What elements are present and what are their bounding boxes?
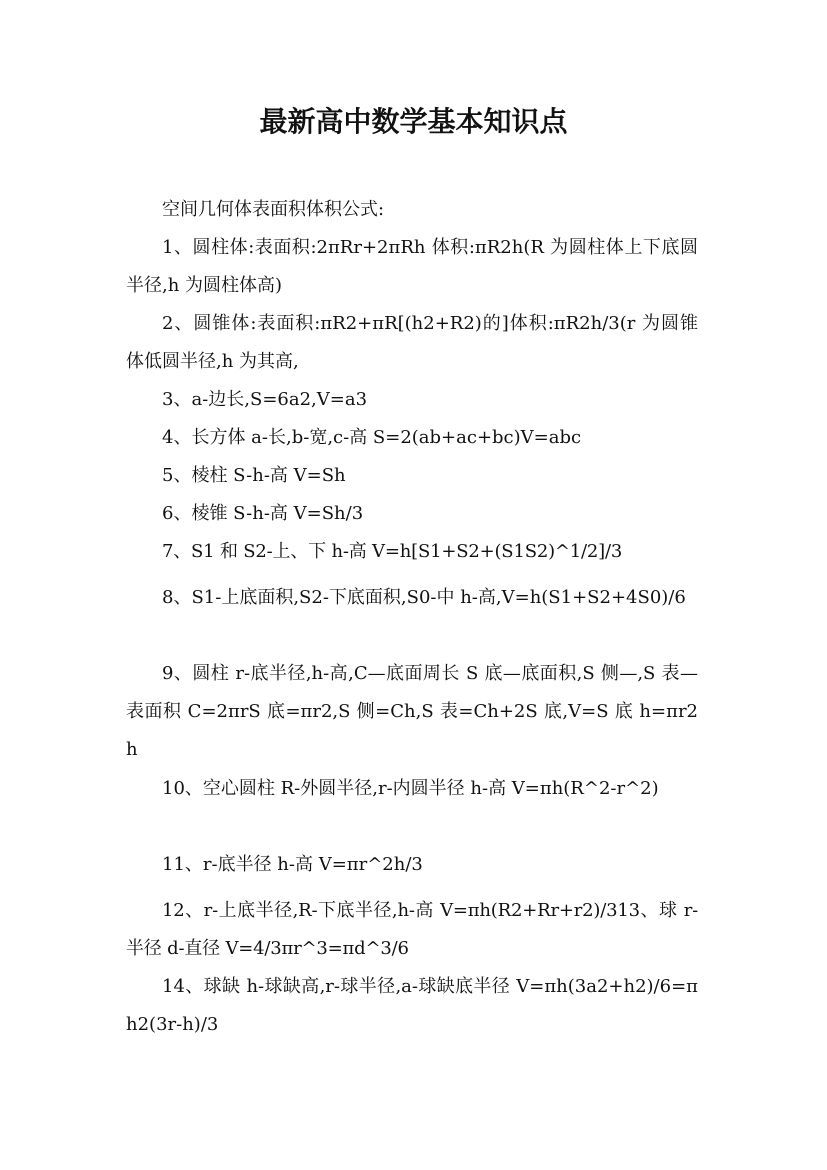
paragraph-prism: 5、棱柱 S-h-高 V=Sh — [162, 465, 346, 486]
paragraph-cone-volume: 11、r-底半径 h-高 V=πr^2h/3 — [162, 854, 423, 875]
paragraph-cube: 3、a-边长,S=6a2,V=a3 — [162, 389, 368, 410]
paragraph-spherical-cap: 14、球缺 h-球缺高,r-球半径,a-球缺底半径 V=πh(3a2+h2)/6=πh2(3r-h)/3 — [126, 976, 698, 1035]
paragraph-cylinder: 1、圆柱体:表面积:2πRr+2πRh 体积:πR2h(R 为圆柱体上下底圆半径,h 为圆柱体高) — [126, 237, 698, 296]
paragraph-cylinder-detail: 9、圆柱 r-底半径,h-高,C—底面周长 S 底—底面积,S 侧—,S 表—表面积 C=2πrS 底=πr2,S 侧=Ch,S 表=Ch+2S 底,V=S 底 h=πr2h — [126, 663, 698, 760]
paragraph-frustum: 7、S1 和 S2-上、下 h-高 V=h[S1+S2+(S1S2)^1/2]/3 — [162, 541, 623, 562]
paragraph-prismatoid: 8、S1-上底面积,S2-下底面积,S0-中 h-高,V=h(S1+S2+4S0)/6 — [162, 587, 686, 608]
paragraph-hollow-cylinder: 10、空心圆柱 R-外圆半径,r-内圆半径 h-高 V=πh(R^2-r^2) — [162, 778, 659, 799]
paragraph-pyramid: 6、棱锥 S-h-高 V=Sh/3 — [162, 503, 364, 524]
paragraph-frustum-sphere: 12、r-上底半径,R-下底半径,h-高 V=πh(R2+Rr+r2)/313、球 r-半径 d-直径 V=4/3πr^3=πd^3/6 — [126, 900, 698, 959]
paragraph-intro: 空间几何体表面积体积公式: — [162, 199, 385, 220]
paragraph-cuboid: 4、长方体 a-长,b-宽,c-高 S=2(ab+ac+bc)V=abc — [162, 427, 582, 448]
document-title: 最新高中数学基本知识点 — [259, 105, 568, 138]
paragraph-cone: 2、圆锥体:表面积:πR2+πR[(h2+R2)的]体积:πR2h/3(r 为圆锥体低圆半径,h 为其高, — [126, 313, 698, 372]
